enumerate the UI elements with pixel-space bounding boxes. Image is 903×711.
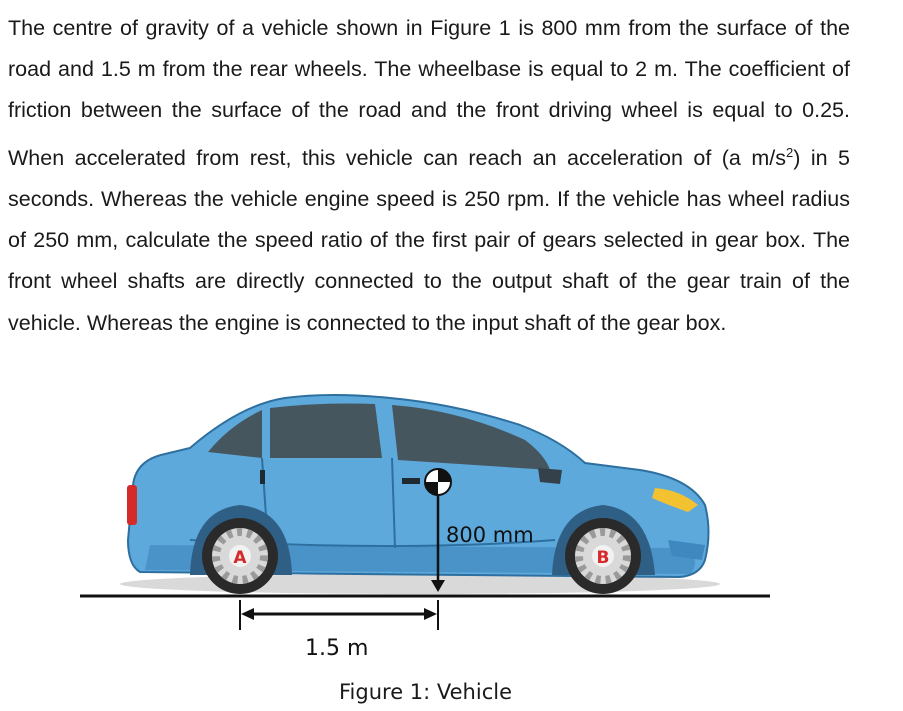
problem-superscript: 2 (785, 144, 794, 160)
tail-light (127, 485, 137, 525)
rear-wheel (202, 518, 278, 594)
figure-caption: Figure 1: Vehicle (339, 680, 513, 704)
front-wheel-label: B (596, 548, 610, 568)
distance-label: 1.5 m (305, 636, 369, 661)
rear-door-handle (260, 470, 265, 484)
front-wheel (565, 518, 641, 594)
problem-text-part1: The centre of gravity of a vehicle shown in Figure 1 is 800 mm from the surface of the road and 1.5 m from the rear wheels. The wheelbase is equal to 2 m. The coefficient of friction between the surface of the road and the front driving wheel is equal to 0.25. When accelerated from rest, this vehicle can reach an acceleration of (a m/s (8, 16, 850, 170)
centre-of-gravity-symbol (425, 469, 451, 495)
front-door-handle (402, 478, 420, 484)
rear-wheel-label: A (233, 548, 247, 568)
problem-text-part2: ) in 5 seconds. Whereas the vehicle engine speed is 250 rpm. If the vehicle has wheel radius of 250 mm, calculate the speed ratio of the first pair of gears selected in gear box. The front wheel shafts are directly connected to the output shaft of the gear train of the vehicle. Whereas the engine is connected to the input shaft of the gear box. (8, 145, 850, 335)
height-label: 800 mm (446, 523, 534, 547)
distance-dimension (240, 600, 438, 630)
rear-door-window (270, 404, 382, 459)
side-mirror (538, 468, 562, 484)
